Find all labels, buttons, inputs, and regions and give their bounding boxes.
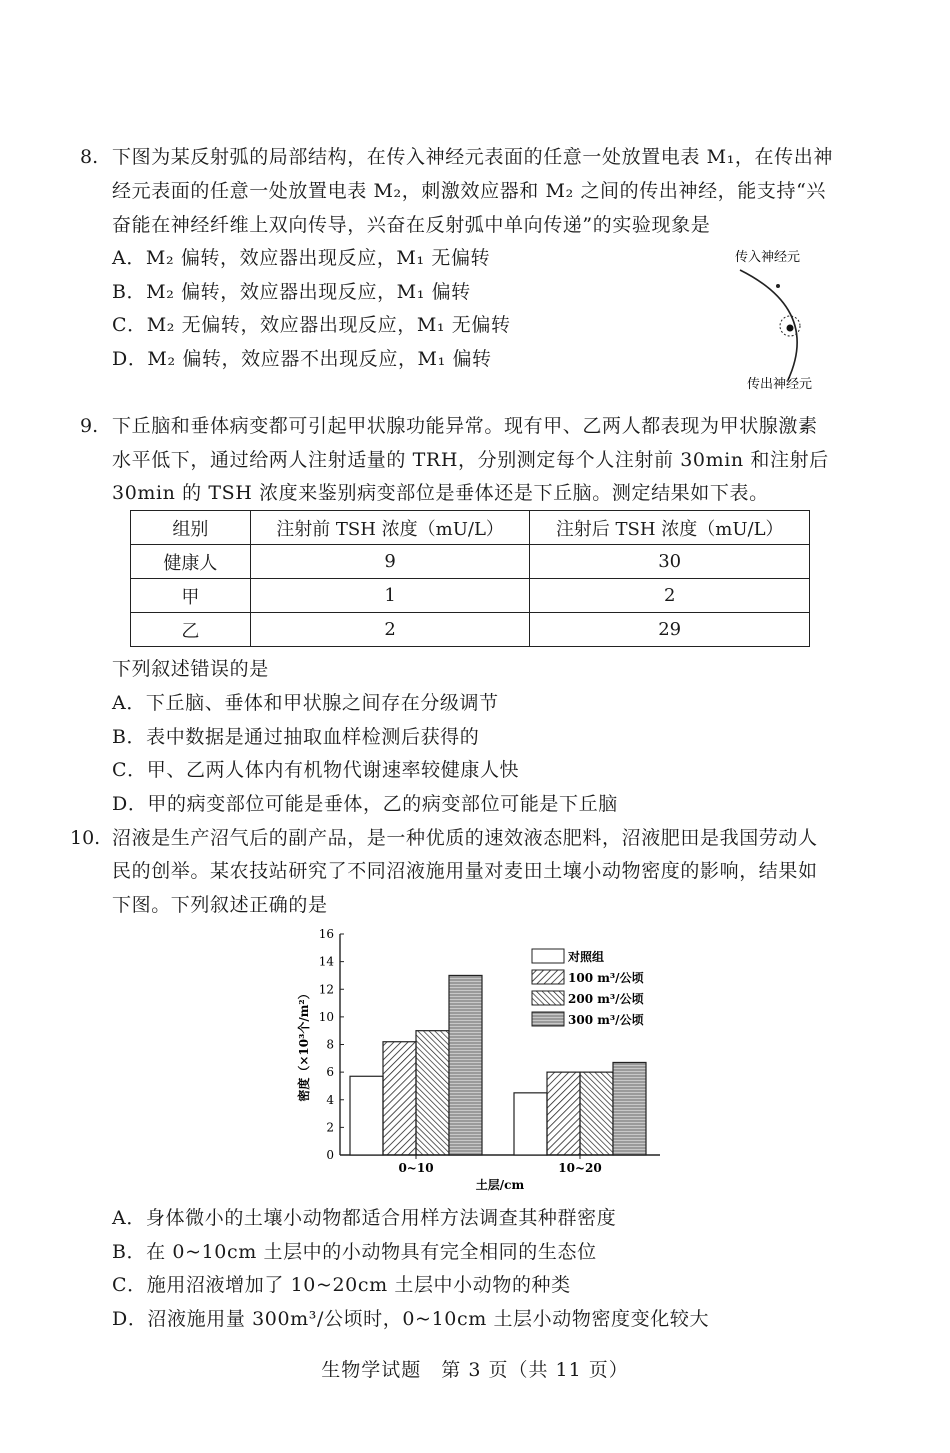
- legend-swatch: [532, 970, 564, 984]
- question-stem-line: 30min 的 TSH 浓度来鉴别病变部位是垂体还是下丘脑。测定结果如下表。: [112, 482, 769, 504]
- question-stem-line: 水平低下，通过给两人注射适量的 TRH，分别测定每个人注射前 30min 和注射后: [112, 449, 829, 471]
- question-stem-line: 沼液是生产沼气后的副产品，是一种优质的速效液态肥料，沼液肥田是我国劳动人: [112, 827, 818, 849]
- x-tick-label: 0~10: [398, 1161, 434, 1175]
- nerve-mark: [776, 284, 780, 288]
- reflex-arc-diagram: [720, 240, 840, 400]
- table-row: [131, 613, 810, 647]
- answer-option: B．在 0~10cm 土层中的小动物具有完全相同的生态位: [112, 1241, 597, 1263]
- question-stem-line: 下列叙述错误的是: [112, 658, 269, 680]
- answer-option: D．甲的病变部位可能是垂体，乙的病变部位可能是下丘脑: [112, 793, 618, 815]
- table-cell: 甲: [131, 579, 251, 613]
- efferent-neuron-label: 传出神经元: [747, 377, 813, 392]
- table-cell: 2: [250, 613, 530, 647]
- answer-option: C．施用沼液增加了 10~20cm 土层中小动物的种类: [112, 1274, 571, 1296]
- answer-option: D．M₂ 偏转，效应器不出现反应，M₁ 偏转: [112, 348, 492, 370]
- bar: [416, 1031, 449, 1155]
- table-header: 注射前 TSH 浓度（mU/L）: [250, 511, 530, 545]
- bar: [383, 1042, 416, 1155]
- question-number: 10.: [70, 827, 101, 849]
- legend-swatch: [532, 1012, 564, 1026]
- bar: [613, 1062, 646, 1155]
- table-cell: 1: [250, 579, 530, 613]
- answer-option: A．M₂ 偏转，效应器出现反应，M₁ 无偏转: [112, 247, 491, 269]
- y-tick-label: 14: [318, 954, 334, 969]
- x-axis-label: 土层/cm: [475, 1178, 525, 1192]
- answer-option: C．M₂ 无偏转，效应器出现反应，M₁ 无偏转: [112, 314, 511, 336]
- table-header: 注射后 TSH 浓度（mU/L）: [530, 511, 810, 545]
- page-footer: 生物学试题 第 3 页（共 11 页）: [321, 1359, 629, 1381]
- synapse-dot: [787, 325, 794, 332]
- table-cell: 29: [530, 613, 810, 647]
- answer-option: A．下丘脑、垂体和甲状腺之间存在分级调节: [112, 692, 499, 714]
- y-tick-label: 12: [318, 982, 334, 997]
- density-bar-chart: [280, 922, 680, 1197]
- question-stem-line: 下图为某反射弧的局部结构，在传入神经元表面的任意一处放置电表 M₁，在传出神: [112, 146, 833, 168]
- question-number: 9.: [80, 415, 99, 437]
- table-header-row: [131, 511, 810, 545]
- bar: [350, 1076, 383, 1155]
- legend-swatch: [532, 991, 564, 1005]
- answer-option: C．甲、乙两人体内有机物代谢速率较健康人快: [112, 759, 520, 781]
- answer-option: B．M₂ 偏转，效应器出现反应，M₁ 偏转: [112, 281, 471, 303]
- y-tick-label: 2: [326, 1120, 334, 1135]
- question-stem-line: 奋能在神经纤维上双向传导，兴奋在反射弧中单向传递”的实验现象是: [112, 214, 711, 236]
- bar: [449, 975, 482, 1155]
- table-cell: 健康人: [131, 545, 251, 579]
- y-tick-label: 10: [318, 1009, 334, 1024]
- bar: [514, 1093, 547, 1155]
- table-cell: 30: [530, 545, 810, 579]
- legend-label: 100 m³/公顷: [568, 971, 644, 985]
- y-tick-label: 4: [326, 1092, 334, 1107]
- legend-label: 300 m³/公顷: [568, 1013, 644, 1027]
- y-axis-label: 密度（×10³个/m²）: [297, 987, 311, 1102]
- question-number: 8.: [80, 146, 99, 168]
- legend-swatch: [532, 949, 564, 963]
- question-stem-line: 民的创举。某农技站研究了不同沼液施用量对麦田土壤小动物密度的影响，结果如: [112, 860, 818, 882]
- table-row: [131, 579, 810, 613]
- legend-label: 对照组: [568, 950, 605, 964]
- question-stem-line: 经元表面的任意一处放置电表 M₂，刺激效应器和 M₂ 之间的传出神经，能支持“兴: [112, 180, 826, 202]
- table-cell: 乙: [131, 613, 251, 647]
- table-cell: 9: [250, 545, 530, 579]
- afferent-neuron-label: 传入神经元: [735, 250, 801, 265]
- y-tick-label: 16: [318, 927, 334, 941]
- bar: [547, 1072, 580, 1155]
- table-cell: 2: [530, 579, 810, 613]
- x-tick-label: 10~20: [558, 1161, 602, 1175]
- y-tick-label: 6: [326, 1065, 334, 1080]
- y-tick-label: 0: [326, 1148, 334, 1162]
- question-stem-line: 下图。下列叙述正确的是: [112, 894, 328, 916]
- table-header: 组别: [131, 511, 251, 545]
- answer-option: A．身体微小的土壤小动物都适合用样方法调查其种群密度: [112, 1207, 617, 1229]
- tsh-table: [130, 510, 810, 647]
- question-stem-line: 下丘脑和垂体病变都可引起甲状腺功能异常。现有甲、乙两人都表现为甲状腺激素: [112, 415, 818, 437]
- answer-option: D．沼液施用量 300m³/公顷时，0~10cm 土层小动物密度变化较大: [112, 1308, 710, 1330]
- answer-option: B．表中数据是通过抽取血样检测后获得的: [112, 726, 480, 748]
- table-row: [131, 545, 810, 579]
- legend-label: 200 m³/公顷: [568, 992, 644, 1006]
- y-tick-label: 8: [326, 1037, 334, 1052]
- bar: [580, 1072, 613, 1155]
